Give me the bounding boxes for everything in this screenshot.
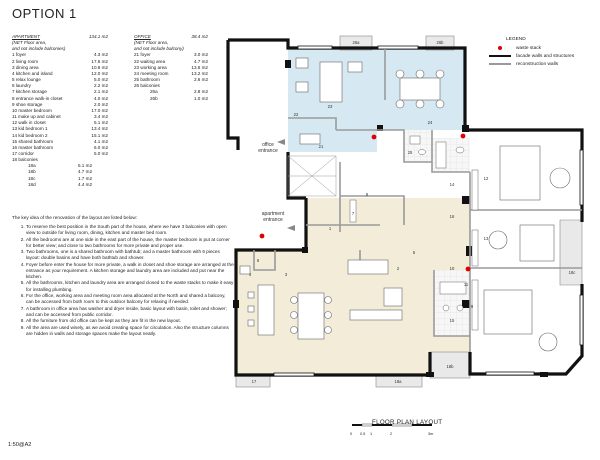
area-label: 2 living room bbox=[12, 58, 39, 64]
apartment-entrance-label-1: apartment bbox=[261, 211, 285, 217]
area-value: 2.6 m2 bbox=[193, 77, 208, 83]
area-value: 5.0 m2 bbox=[93, 77, 108, 83]
area-value: 13.2 m2 bbox=[191, 70, 208, 76]
room-number: 6 bbox=[256, 258, 260, 263]
room-number: 7 bbox=[351, 211, 355, 216]
area-label: 8 entrance walk-in closet bbox=[12, 95, 63, 101]
note-item: 2. All the bedrooms are at one side in the east part of the house, the master bedroom is put at corner for better view; and close to two bathrooms for more private and proper use. bbox=[26, 237, 234, 249]
area-value: 2.2 m2 bbox=[93, 83, 108, 89]
legend-label: reconstruction walls bbox=[516, 61, 559, 67]
area-value: 5.0 m2 bbox=[93, 150, 108, 156]
area-label: 18a bbox=[28, 163, 36, 169]
area-value: 2.0 m2 bbox=[93, 101, 108, 107]
room-number: 2 bbox=[396, 266, 400, 271]
room-number: 21 bbox=[318, 144, 324, 149]
area-label: 14 kid bedroom 2 bbox=[12, 132, 48, 138]
room-number: 23 bbox=[327, 104, 333, 109]
office-entrance-label-2: entrance bbox=[258, 148, 278, 154]
area-value: 17.6 m2 bbox=[91, 58, 108, 64]
room-number: 12 bbox=[483, 176, 489, 181]
office-entrance-label-1: office bbox=[262, 142, 274, 148]
note-item: 3. Two bathrooms, one is a shared bathroom with bathtub; and a master bathroom with 6 pieces layout: double basins and have both bathtub and shower. bbox=[26, 249, 234, 261]
note-item: 8. All the furniture from old office can be kept as they are fit in the new layout. bbox=[26, 318, 234, 324]
room-number: 17 bbox=[251, 379, 257, 384]
room-number: 3 bbox=[284, 272, 288, 277]
area-value: 6.0 m2 bbox=[93, 144, 108, 150]
area-value: 4.0 m2 bbox=[93, 95, 108, 101]
room-number: 26b bbox=[436, 40, 444, 45]
room-number: 18b bbox=[446, 364, 454, 369]
area-value: 4.7 m2 bbox=[193, 58, 208, 64]
area-label: 9 shoe storage bbox=[12, 101, 43, 107]
office-total: 38.4 m2 bbox=[191, 34, 208, 39]
note-item: 7. A bathroom in office area has washer and dryer inside, basic layout with basin, toilet and shower; and can be accessed from public corridor. bbox=[26, 306, 234, 318]
room-number: 26a bbox=[352, 40, 360, 45]
room-number: 5 bbox=[412, 250, 416, 255]
scale-tick: 0 bbox=[350, 432, 353, 436]
area-label: 25 bathroom bbox=[134, 77, 160, 83]
area-value: 3.4 m2 bbox=[93, 114, 108, 120]
area-label: 18c bbox=[28, 175, 36, 181]
area-value: 3.0 m2 bbox=[193, 52, 208, 58]
area-value: 1.7 m2 bbox=[77, 175, 92, 181]
scale-tick: 0.5 bbox=[360, 432, 366, 436]
room-number: 8 bbox=[365, 192, 369, 197]
note-item: 9. All the area are used wisely, as we avoid creating space for circulation. Also the structure columns are hidden in walls and storage spaces make the layout neatly. bbox=[26, 325, 234, 337]
area-value: 4.7 m2 bbox=[77, 169, 92, 175]
area-value: 1.0 m2 bbox=[193, 95, 208, 101]
scale-tick: 3m bbox=[428, 432, 434, 436]
office-bathroom-floor bbox=[404, 130, 432, 162]
apartment-sub-1: (NET Floor area, bbox=[12, 40, 47, 46]
note-item: 5. All the bathrooms, kitchen and laundry area are arranged closed to the waste stacks to make it easy for installing plumbing. bbox=[26, 280, 234, 292]
office-sub-2: and not include balcony) bbox=[134, 46, 184, 52]
area-label: 16 master bathroom bbox=[12, 144, 54, 150]
room-number: 10 bbox=[449, 266, 455, 271]
area-value: 15.1 m2 bbox=[91, 132, 108, 138]
office-sub-1: (NET Floor area, bbox=[134, 40, 169, 46]
area-label: 1 foyer bbox=[12, 52, 27, 58]
area-value: 5.1 m2 bbox=[93, 120, 108, 126]
floor-plan-title: FLOOR PLAN LAYOUT bbox=[372, 419, 443, 426]
area-label: 12 walk in closet bbox=[12, 120, 46, 126]
area-label: 26a bbox=[150, 89, 158, 95]
room-number: 14 bbox=[449, 182, 455, 187]
legend-label: facade walls and structures bbox=[516, 53, 575, 59]
area-label: 24 meeting room bbox=[134, 70, 169, 76]
area-value: 4.4 m2 bbox=[77, 181, 92, 187]
area-label: 10 master bedroom bbox=[12, 107, 52, 113]
area-value: 13.6 m2 bbox=[191, 64, 208, 70]
note-item: 4. Foyer before enter the house for more private, a walk in closet and shoe storage are arranged at the entrance as your requirement. A kitchen storage and laundry area are included and put near the kitchen. bbox=[26, 262, 234, 280]
area-label: 13 kid bedroom 1 bbox=[12, 126, 48, 132]
area-value: 5.1 m2 bbox=[77, 163, 92, 169]
balcony-18d bbox=[560, 220, 582, 285]
room-number: 11 bbox=[463, 282, 469, 287]
room-number: 18a bbox=[394, 379, 402, 384]
area-label: 22 waiting area bbox=[134, 58, 166, 64]
room-number: 24 bbox=[427, 120, 433, 125]
scale-tick: 2 bbox=[390, 432, 393, 436]
area-label: 23 working area bbox=[134, 64, 167, 70]
area-value: 12.0 m2 bbox=[91, 70, 108, 76]
stair-core bbox=[288, 156, 336, 196]
office-heading: OFFICE bbox=[134, 34, 151, 39]
area-label: 26 balconies bbox=[134, 83, 160, 89]
area-label: 5 relax lounge bbox=[12, 77, 41, 83]
area-label: 11 make up and cabinet bbox=[12, 114, 61, 120]
area-value: 10.8 m2 bbox=[91, 64, 108, 70]
area-label: 7 kitchen storage bbox=[12, 89, 47, 95]
scale-tick: 1 bbox=[370, 432, 373, 436]
room-number: 16 bbox=[449, 214, 455, 219]
note-item: 1. To reserve the best position in the South part of the house, where we have 3 balconies with open view to outside for living room, dining, kitchen and master bed room. bbox=[26, 224, 234, 236]
legend-label: waste stack bbox=[516, 45, 542, 51]
apartment-entrance-label-2: entrance bbox=[263, 217, 283, 223]
office-entrance-arrow bbox=[277, 139, 285, 145]
area-label: 18d bbox=[28, 181, 36, 187]
area-label: 15 shared bathroom bbox=[12, 138, 54, 144]
area-label: 17 corridor bbox=[12, 150, 34, 156]
note-item: 6. For the office, working area and meeting room area allocated at the North and shared a balcony, can be accessed from both room to this outdoor balcony for relaxing if needed. bbox=[26, 293, 234, 305]
page-title: OPTION 1 bbox=[12, 6, 77, 21]
room-number: 9 bbox=[470, 304, 474, 309]
room-number: 18c bbox=[568, 270, 576, 275]
room-number: 13 bbox=[483, 236, 489, 241]
apartment-heading: APARTMENT bbox=[12, 34, 40, 39]
area-value: 2.1 m2 bbox=[93, 89, 108, 95]
room-number: 22 bbox=[293, 112, 299, 117]
area-label: 26b bbox=[150, 95, 158, 101]
room-number: 25 bbox=[407, 150, 413, 155]
area-value: 4.1 m2 bbox=[93, 138, 108, 144]
area-value: 2.8 m2 bbox=[193, 89, 208, 95]
notes-intro: The key idea of the renovation of the layout are listed below: bbox=[12, 215, 138, 220]
apartment-total: 134.1 m2 bbox=[88, 34, 108, 39]
room-number: 4 bbox=[248, 272, 252, 277]
area-label: 6 laundry bbox=[12, 83, 31, 89]
area-label: 18b bbox=[28, 169, 36, 175]
area-value: 13.4 m2 bbox=[91, 126, 108, 132]
area-value: 17.0 m2 bbox=[91, 107, 108, 113]
entrance-labels bbox=[258, 142, 285, 223]
area-label: 21 foyer bbox=[134, 52, 151, 58]
area-label: 3 dining area bbox=[12, 64, 39, 70]
area-value: 4.3 m2 bbox=[93, 52, 108, 58]
apartment-entrance-arrow bbox=[287, 225, 295, 231]
room-number: 15 bbox=[449, 318, 455, 323]
apartment-sub-2: and not include balconies) bbox=[12, 46, 66, 52]
area-label: 4 kitchen and island bbox=[12, 70, 53, 76]
scale-note: 1:50@A2 bbox=[8, 442, 32, 448]
room-number: 1 bbox=[328, 226, 332, 231]
area-label: 18 balconies bbox=[12, 157, 38, 163]
legend-title: LEGEND bbox=[506, 37, 526, 42]
